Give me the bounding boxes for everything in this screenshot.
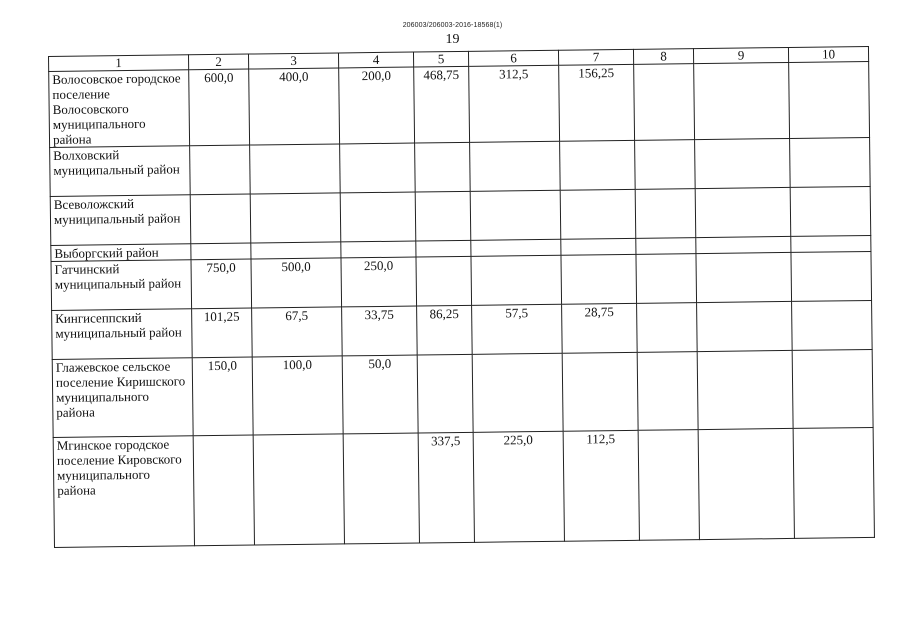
row-name: Волховский муниципальный район xyxy=(50,146,191,197)
table-cell xyxy=(790,137,871,187)
table-cell xyxy=(789,61,870,138)
table-cell xyxy=(560,189,636,239)
table-cell: 337,5 xyxy=(418,432,474,543)
table-cell xyxy=(417,354,473,433)
column-header: 4 xyxy=(338,52,413,68)
data-table xyxy=(48,46,875,548)
table-cell xyxy=(696,252,792,302)
table-cell xyxy=(695,187,791,237)
table-cell xyxy=(635,189,696,239)
table-cell xyxy=(343,433,419,544)
table-cell: 200,0 xyxy=(339,67,415,144)
table-row xyxy=(52,349,873,437)
table-cell: 57,5 xyxy=(472,304,563,354)
row-name: Мгинское городское поселение Кировского муниципального района xyxy=(53,436,194,548)
table-cell xyxy=(340,143,416,193)
row-name: Гатчинский муниципальный район xyxy=(51,260,192,311)
table-cell: 750,0 xyxy=(191,259,252,309)
table-cell: 225,0 xyxy=(473,431,564,542)
table-cell xyxy=(416,256,472,306)
table-cell xyxy=(793,427,874,538)
table-cell xyxy=(251,242,341,259)
table-cell: 28,75 xyxy=(562,303,638,353)
row-name: Волосовское городское поселение Волосовского муниципального района xyxy=(49,70,190,148)
row-name: Глажевское сельское поселение Киришского муниципального района xyxy=(52,358,193,438)
table-cell xyxy=(415,142,471,192)
table-cell xyxy=(472,353,563,432)
document-code: 206003/206003-2016-18568(1) xyxy=(402,22,503,29)
table-cell xyxy=(190,194,251,244)
table-cell xyxy=(190,145,251,195)
table-cell xyxy=(636,238,696,255)
table-cell xyxy=(415,191,471,241)
page-number: 19 xyxy=(445,32,460,47)
table-cell xyxy=(698,428,794,539)
table-cell: 468,75 xyxy=(414,66,470,143)
table-cell xyxy=(791,251,872,301)
table-cell: 600,0 xyxy=(189,69,250,146)
table-cell xyxy=(790,186,871,236)
table-cell xyxy=(253,434,344,545)
table-cell xyxy=(634,64,695,141)
table-cell: 150,0 xyxy=(192,357,253,436)
table-cell: 101,25 xyxy=(192,308,253,358)
row-name: Всеволожский муниципальный район xyxy=(50,195,191,246)
table-cell xyxy=(637,352,698,431)
table-cell: 156,25 xyxy=(559,64,635,141)
table-cell xyxy=(792,349,873,428)
table-cell: 500,0 xyxy=(251,258,342,308)
table-cell xyxy=(694,62,790,139)
table-cell xyxy=(697,350,793,429)
column-header: 5 xyxy=(413,51,468,67)
table-row xyxy=(49,61,870,147)
table-cell xyxy=(697,301,793,351)
column-header: 7 xyxy=(558,49,633,65)
row-name: Выборгский район xyxy=(51,244,191,262)
table-cell xyxy=(560,140,636,190)
table-cell: 100,0 xyxy=(252,356,343,435)
column-header: 10 xyxy=(788,46,868,62)
column-header: 6 xyxy=(468,50,558,66)
table-cell: 67,5 xyxy=(252,307,343,357)
table-cell xyxy=(696,236,791,253)
table-cell xyxy=(470,141,561,191)
column-header: 8 xyxy=(633,49,693,65)
table-cell: 86,25 xyxy=(417,305,473,355)
table-cell: 50,0 xyxy=(342,355,418,434)
table-cell xyxy=(471,239,561,256)
table-cell xyxy=(791,235,871,252)
table-cell: 250,0 xyxy=(341,257,417,307)
column-header: 3 xyxy=(248,53,338,69)
table-cell xyxy=(191,243,251,260)
column-header: 9 xyxy=(693,47,788,63)
table-cell xyxy=(638,430,699,541)
table-cell xyxy=(340,192,416,242)
table-cell xyxy=(636,254,697,304)
table-cell: 400,0 xyxy=(249,68,340,145)
table-cell xyxy=(250,144,341,194)
column-header: 1 xyxy=(49,55,189,72)
table-cell: 112,5 xyxy=(563,430,639,541)
table-cell: 33,75 xyxy=(342,306,418,356)
table-cell xyxy=(561,254,637,304)
table-cell xyxy=(792,300,873,350)
table-cell xyxy=(193,435,254,546)
row-name: Кингисеппский муниципальный район xyxy=(52,309,193,360)
column-header: 2 xyxy=(188,54,248,70)
table-cell xyxy=(250,193,341,243)
table-cell xyxy=(635,140,696,190)
table-cell xyxy=(470,190,561,240)
table-cell xyxy=(471,255,562,305)
table-cell: 312,5 xyxy=(469,65,560,142)
table-cell xyxy=(341,241,416,258)
table-cell xyxy=(416,240,471,257)
table-cell xyxy=(562,352,638,431)
table-cell xyxy=(561,238,636,255)
table-cell xyxy=(637,303,698,353)
table-sheet xyxy=(48,46,874,548)
table-cell xyxy=(695,138,791,188)
table-row xyxy=(53,427,874,547)
